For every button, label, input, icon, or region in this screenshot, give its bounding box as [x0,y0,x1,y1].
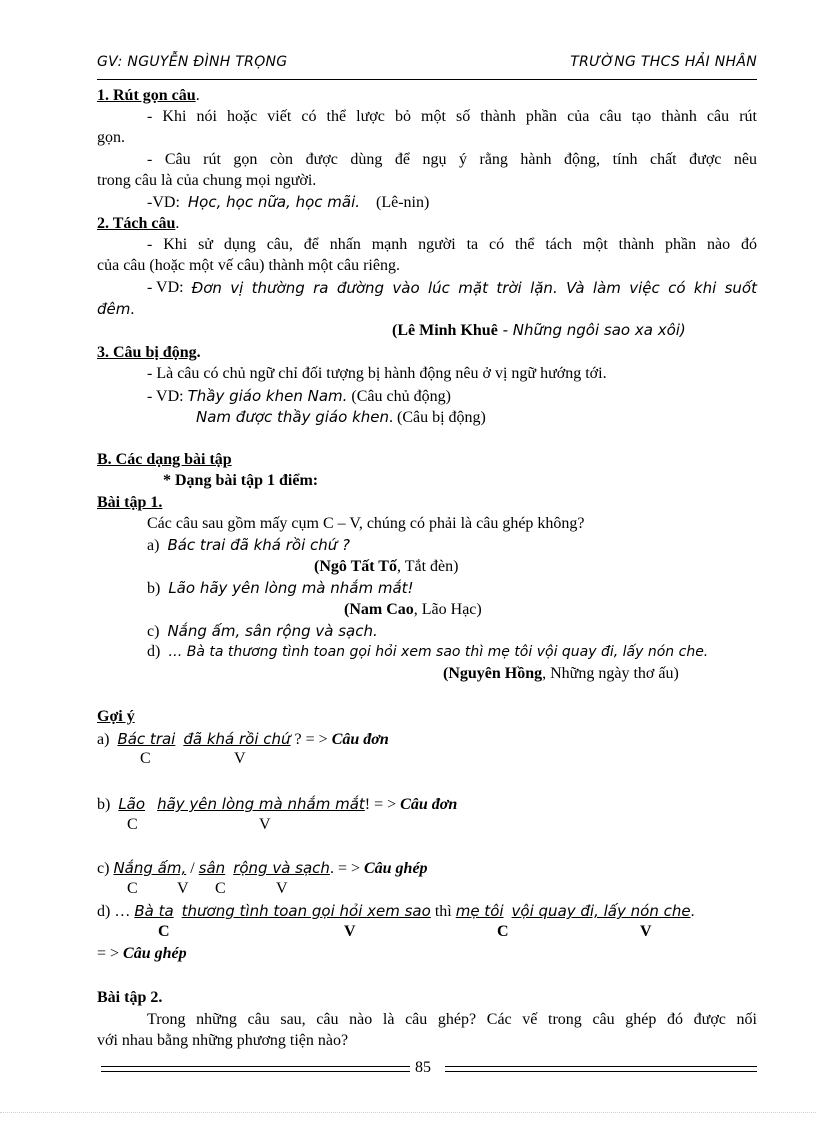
ex1-item-b-source: (Nam Cao, Lão Hạc) [344,601,482,618]
ex1-item-a: a) Bác trai đã khá rồi chứ ? [147,536,351,554]
hint-title: Gợi ý [97,708,135,725]
hint-d-predicate-2-label: V [640,923,652,940]
ex1-item-d: d) … Bà ta thương tình toan gọi hỏi xem sao thì mẹ tôi vội quay đi, lấy nón che. [147,643,709,660]
ex1-item-d-source: (Nguyên Hồng, Những ngày thơ ấu) [443,665,679,682]
s3-example-2: Nam được thầy giáo khen. (Câu bị động) [196,408,486,426]
exercise-2-title: Bài tập 2. [97,989,163,1006]
s3-example-1: - VD: Thầy giáo khen Nam. (Câu chủ động) [147,387,451,405]
ex1-item-c: c) Nắng ấm, sân rộng và sạch. [147,622,378,640]
ex1-item-b: b) Lão hãy yên lòng mà nhắm mắt! [147,579,414,597]
footer-rule-left [101,1066,410,1072]
header-rule [97,79,757,80]
header-school: TRƯỜNG THCS HẢI NHÂN [570,54,757,70]
s1-para-1b: gọn. [97,129,125,146]
part-b-title: B. Các dạng bài tập [97,451,232,468]
exercise-1-title: Bài tập 1. [97,494,163,511]
s1-para-2b: trong câu là của chung mọi người. [97,172,317,189]
hint-c-subject-1-label: C [127,880,138,897]
hint-c: c) Nắng ấm, / sân rộng và sạch. = > Câu ghép [97,859,428,877]
page-edge [0,1112,816,1113]
s2-source: (Lê Minh Khuê - Những ngôi sao xa xôi) [392,321,686,339]
hint-c-predicate-1-label: V [177,880,189,897]
hint-a-predicate-label: V [234,750,246,767]
part-b-subtitle: * Dạng bài tập 1 điểm: [163,472,319,489]
hint-d: d) … Bà ta thương tình toan gọi hỏi xem sao thì mẹ tôi vội quay đi, lấy nón che. [97,902,695,920]
hint-c-predicate-2-label: V [276,880,288,897]
header-teacher: GV: NGUYỄN ĐÌNH TRỌNG [97,54,288,70]
section-3-title: 3. Câu bị động. [97,344,201,361]
s2-example-cont: đêm. [97,300,135,318]
ex1-item-a-source: (Ngô Tất Tố, Tắt đèn) [314,558,459,575]
s3-para-1: - Là câu có chủ ngữ chỉ đối tượng bị hành động nêu ở vị ngữ hướng tới. [147,365,607,382]
s1-para-1a: - Khi nói hoặc viết có thể lược bỏ một số thành phần của câu tạo thành câu rút [147,108,757,125]
s2-para-1a: - Khi sử dụng câu, để nhấn mạnh người ta có thể tách một thành phần nào đó [147,236,757,253]
hint-d-subject-2-label: C [497,923,509,940]
hint-a-subject-label: C [140,750,151,767]
section-1-title: 1. Rút gọn câu. [97,87,200,104]
exercise-2-prompt-a: Trong những câu sau, câu nào là câu ghép? Các vế trong câu ghép đó được nối [147,1011,757,1028]
hint-d-predicate-1-label: V [344,923,356,940]
hint-a: a) Bác trai đã khá rồi chứ ? = > Câu đơn [97,730,389,748]
hint-b-subject-label: C [127,816,138,833]
hint-b: b) Lão hãy yên lòng mà nhắm mắt! = > Câu đơn [97,795,458,813]
footer-rule-right [445,1066,757,1072]
hint-c-subject-2-label: C [215,880,226,897]
section-2-title: 2. Tách câu. [97,215,180,232]
s1-example: -VD: Học, học nữa, học mãi. (Lê-nin) [147,193,430,211]
page-number: 85 [415,1059,431,1076]
hint-d-subject-1-label: C [158,923,170,940]
s2-para-1b: của câu (hoặc một vế câu) thành một câu riêng. [97,257,400,274]
s2-example: - VD: Đơn vị thường ra đường vào lúc mặt trời lặn. Và làm việc có khi suốt [147,279,757,297]
hint-b-predicate-label: V [259,816,271,833]
s1-para-2a: - Câu rút gọn còn được dùng để ngụ ý rằng hành động, tính chất được nêu [147,151,757,168]
exercise-1-prompt: Các câu sau gồm mấy cụm C – V, chúng có phải là câu ghép không? [147,515,585,532]
hint-d-result: = > Câu ghép [97,945,187,962]
exercise-2-prompt-b: với nhau bằng những phương tiện nào? [97,1032,349,1049]
